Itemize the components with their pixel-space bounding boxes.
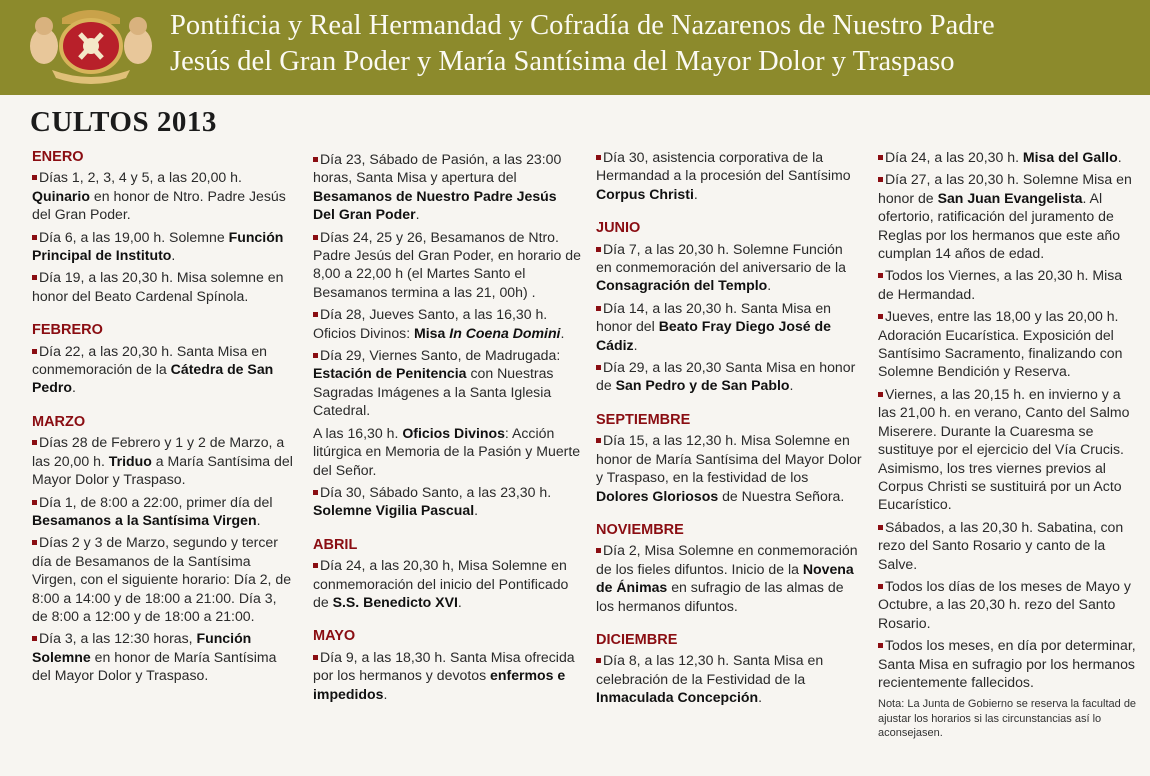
list-item: Día 14, a las 20,30 h. Santa Misa en honor del Beato Fray Diego José de Cádiz. — [596, 299, 831, 353]
list-item: Día 15, a las 12,30 h. Misa Solemne en honor de María Santísima del Mayor Dolor y Traspaso, en la festividad de los Dolores Gloriosos de Nuestra Señora. — [596, 432, 862, 504]
month-heading-diciembre: DICIEMBRE — [596, 631, 678, 648]
list-item: Día 29, a las 20,30 Santa Misa en honor de San Pedro y de San Pablo. — [596, 359, 856, 394]
bullet-icon — [878, 155, 883, 160]
bullet-icon — [313, 563, 318, 568]
list-item: Todos los días de los meses de Mayo y Octubre, a las 20,30 h. rezo del Santo Rosario. — [878, 577, 1131, 631]
list-item: Día 2, Misa Solemne en conmemoración de los fieles difuntos. Inicio de la Novena de Ánimas en sufragio de las almas de los hermanos difuntos. — [596, 542, 858, 614]
bullet-icon — [313, 655, 318, 660]
bullet-icon — [313, 353, 318, 358]
month-heading-junio: JUNIO — [596, 220, 641, 237]
bullet-icon — [596, 548, 601, 553]
list-item: Día 6, a las 19,00 h. Solemne Función Principal de Instituto. — [32, 228, 284, 264]
list-item: Días 28 de Febrero y 1 y 2 de Marzo, a las 20,00 h. Triduo a María Santísima del Mayor Dolor y Traspaso. — [32, 434, 293, 488]
list-item: Viernes, a las 20,15 h. en invierno y a las 21,00 h. en verano, Canto del Salmo Miserere. Durante la Cuaresma se sustituye por el ejercicio del Vía Crucis. Asimismo, los tres viernes previos al Corpus Christi se sustituirá por un Acto Eucarístico. — [878, 385, 1130, 513]
month-heading-marzo: MARZO — [32, 413, 86, 430]
bullet-icon — [878, 273, 883, 278]
list-item: Día 19, a las 20,30 h. Misa solemne en honor del Beato Cardenal Spínola. — [32, 269, 284, 304]
list-item: Día 22, a las 20,30 h. Santa Misa en conmemoración de la Cátedra de San Pedro. — [32, 342, 274, 396]
list-item: Día 27, a las 20,30 h. Solemne Misa en honor de San Juan Evangelista. Al ofertorio, ratificación del juramento de Reglas por los hermanos que este año cumplan 14 años de edad. — [878, 171, 1132, 262]
list-item: Jueves, entre las 18,00 y las 20,00 h. Adoración Eucarística. Exposición del Santísimo Sacramento, finalizando con Solemne Bendición y Reserva. — [878, 308, 1123, 380]
bullet-icon — [596, 155, 601, 160]
list-item: Días 2 y 3 de Marzo, segundo y tercer día de Besamanos de la Santísima Virgen, con el siguiente horario: Día 2, de 8:00 a 14:00 y de 18:00 a 21:00. Día 3, de 8:00 a 12:00 y de 18:00 a 21:00. — [32, 534, 292, 624]
list-item: Día 9, a las 18,30 h. Santa Misa ofrecida por los hermanos y devotos enfermos e impedidos. — [313, 648, 575, 702]
list-item: Día 29, Viernes Santo, de Madrugada: Estación de Penitencia con Nuestras Sagradas Imágenes a la Santa Iglesia Catedral. — [313, 347, 561, 419]
list-item: Día 24, a las 20,30 h, Misa Solemne en conmemoración del inicio del Pontificado de S.S. Benedicto XVI. — [313, 557, 569, 610]
bullet-icon — [878, 525, 883, 530]
bullet-icon — [596, 658, 601, 663]
title-line-2: Jesús del Gran Poder y María Santísima del Mayor Dolor y Traspaso — [170, 46, 955, 77]
month-heading-enero: ENERO — [32, 149, 84, 165]
bullet-icon — [32, 175, 37, 180]
bullet-icon — [313, 312, 318, 317]
bullet-icon — [596, 247, 601, 252]
bullet-icon — [32, 349, 37, 354]
column-2 — [313, 150, 581, 707]
list-item: Día 28, Jueves Santo, a las 16,30 h. Oficios Divinos: Misa In Coena Domini. — [313, 306, 565, 341]
bullet-icon — [878, 392, 883, 397]
column-3 — [596, 148, 862, 711]
column-1 — [32, 148, 294, 689]
list-item: Días 24, 25 y 26, Besamanos de Ntro. Padre Jesús del Gran Poder, en horario de 8,00 a 22,00 h (el Martes Santo el Besamanos termina a las 21, 00h) . — [313, 228, 581, 300]
bullet-icon — [878, 584, 883, 589]
list-item: Sábados, a las 20,30 h. Sabatina, con rezo del Santo Rosario y canto de la Salve. — [878, 518, 1124, 572]
bullet-icon — [32, 235, 37, 240]
bullet-icon — [32, 275, 37, 280]
month-heading-noviembre: NOVIEMBRE — [596, 521, 684, 538]
bullet-icon — [878, 314, 883, 319]
coat-of-arms-icon — [22, 4, 160, 86]
bullet-icon — [313, 235, 318, 240]
bullet-icon — [878, 177, 883, 182]
list-item: A las 16,30 h. Oficios Divinos: Acción litúrgica en Memoria de la Pasión y Muerte del Señor. — [313, 424, 581, 478]
list-item: Día 7, a las 20,30 h. Solemne Función en conmemoración del aniversario de la Consagración del Templo. — [596, 240, 846, 294]
month-heading-mayo: MAYO — [313, 628, 356, 645]
bullet-icon — [32, 636, 37, 641]
page-title: CULTOS 2013 — [30, 106, 217, 138]
bullet-icon — [32, 540, 37, 545]
list-item: Día 24, a las 20,30 h. Misa del Gallo. — [878, 148, 1140, 166]
month-heading-febrero: FEBRERO — [32, 322, 103, 339]
list-item: Día 8, a las 12,30 h. Santa Misa en celebración de la Festividad de la Inmaculada Concepción. — [596, 652, 824, 706]
bullet-icon — [596, 306, 601, 311]
list-item: Día 23, Sábado de Pasión, a las 23:00 horas, Santa Misa y apertura del Besamanos de Nuestro Padre Jesús Del Gran Poder. — [313, 151, 562, 223]
bullet-icon — [596, 438, 601, 443]
brotherhood-title — [170, 8, 995, 80]
bullet-icon — [32, 440, 37, 445]
column-4 — [878, 148, 1140, 741]
bullet-icon — [32, 500, 37, 505]
footnote: Nota: La Junta de Gobierno se reserva la facultad de ajustar los horarios si las circunstancias así lo aconsejasen. — [878, 698, 1137, 740]
list-item: Todos los meses, en día por determinar, Santa Misa en sufragio por los hermanos recientemente fallecidos. — [878, 637, 1136, 690]
bullet-icon — [596, 365, 601, 370]
list-item: Día 1, de 8:00 a 22:00, primer día del Besamanos a la Santísima Virgen. — [32, 493, 273, 528]
list-item: Día 3, a las 12:30 horas, Función Solemne en honor de María Santísima del Mayor Dolor y Traspaso. — [32, 630, 277, 684]
title-line-1: Pontificia y Real Hermandad y Cofradía de Nazarenos de Nuestro Padre — [170, 10, 995, 41]
list-item: Día 30, asistencia corporativa de la Hermandad a la procesión del Santísimo Corpus Christi. — [596, 149, 851, 202]
list-item: Todos los Viernes, a las 20,30 h. Misa de Hermandad. — [878, 267, 1123, 302]
month-heading-septiembre: SEPTIEMBRE — [596, 411, 691, 428]
bullet-icon — [313, 157, 318, 162]
list-item: Día 30, Sábado Santo, a las 23,30 h. Solemne Vigilia Pascual. — [313, 483, 552, 519]
month-heading-abril: ABRIL — [313, 536, 358, 553]
bullet-icon — [313, 490, 318, 495]
bullet-icon — [878, 643, 883, 648]
header-banner — [0, 0, 1150, 95]
list-item: Días 1, 2, 3, 4 y 5, a las 20,00 h. Quinario en honor de Ntro. Padre Jesús del Gran Poder. — [32, 169, 286, 223]
